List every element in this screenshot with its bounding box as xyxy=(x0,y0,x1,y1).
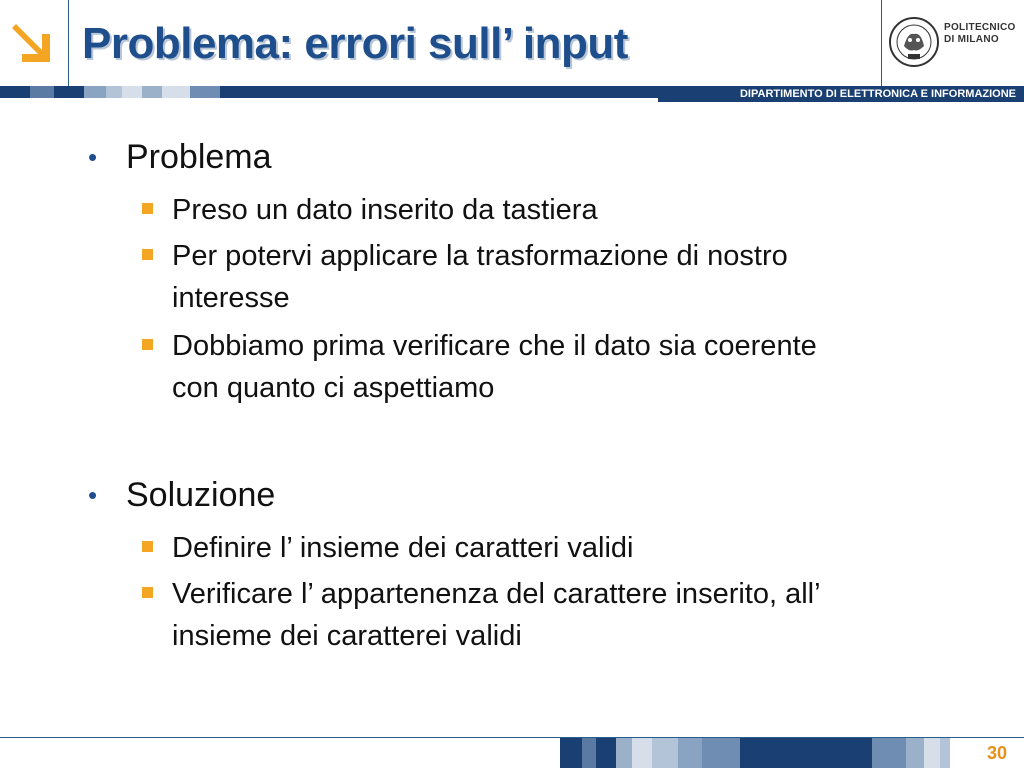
sub-bullet-item xyxy=(172,325,862,409)
department-label: DIPARTIMENTO DI ELETTRONICA E INFORMAZIONE xyxy=(658,86,1024,102)
bullet-dot-icon: • xyxy=(88,142,98,172)
square-bullet-icon xyxy=(142,541,153,552)
header-divider-left xyxy=(68,0,69,86)
bullet-label: Soluzione xyxy=(126,476,276,514)
logo-text xyxy=(944,22,1016,46)
bullet-dot-icon: • xyxy=(88,480,98,510)
square-bullet-icon xyxy=(142,203,153,214)
sub-bullet-text: Per potervi applicare la trasformazione di nostro interesse xyxy=(172,240,788,314)
sub-bullet-item xyxy=(172,573,862,657)
sub-bullet-text: Preso un dato inserito da tastiera xyxy=(172,194,598,226)
square-bullet-icon xyxy=(142,587,153,598)
bullet-label: Problema xyxy=(126,138,272,176)
bullet-item xyxy=(88,475,276,515)
bullet-item xyxy=(88,137,272,177)
sub-bullet-item xyxy=(172,235,862,319)
slide-title: Problema: errori sull’ input xyxy=(82,19,628,68)
page-number: 30 xyxy=(970,738,1024,768)
logo-line-1: POLITECNICO xyxy=(944,22,1016,33)
university-logo xyxy=(882,0,1024,86)
corner-arrow xyxy=(0,0,68,86)
sub-bullet-text: Verificare l’ appartenenza del carattere inserito, all’ insieme dei caratterei validi xyxy=(172,578,820,652)
arrow-down-right-icon xyxy=(10,16,58,68)
sub-bullet-text: Definire l’ insieme dei caratteri validi xyxy=(172,532,634,564)
sub-bullet-item xyxy=(172,189,862,231)
square-bullet-icon xyxy=(142,339,153,350)
footer-band xyxy=(560,738,950,768)
logo-line-2: DI MILANO xyxy=(944,34,999,45)
square-bullet-icon xyxy=(142,249,153,260)
university-seal-icon xyxy=(888,16,940,68)
sub-bullet-item xyxy=(172,527,862,569)
sub-bullet-text: Dobbiamo prima verificare che il dato sia coerente con quanto ci aspettiamo xyxy=(172,330,817,404)
